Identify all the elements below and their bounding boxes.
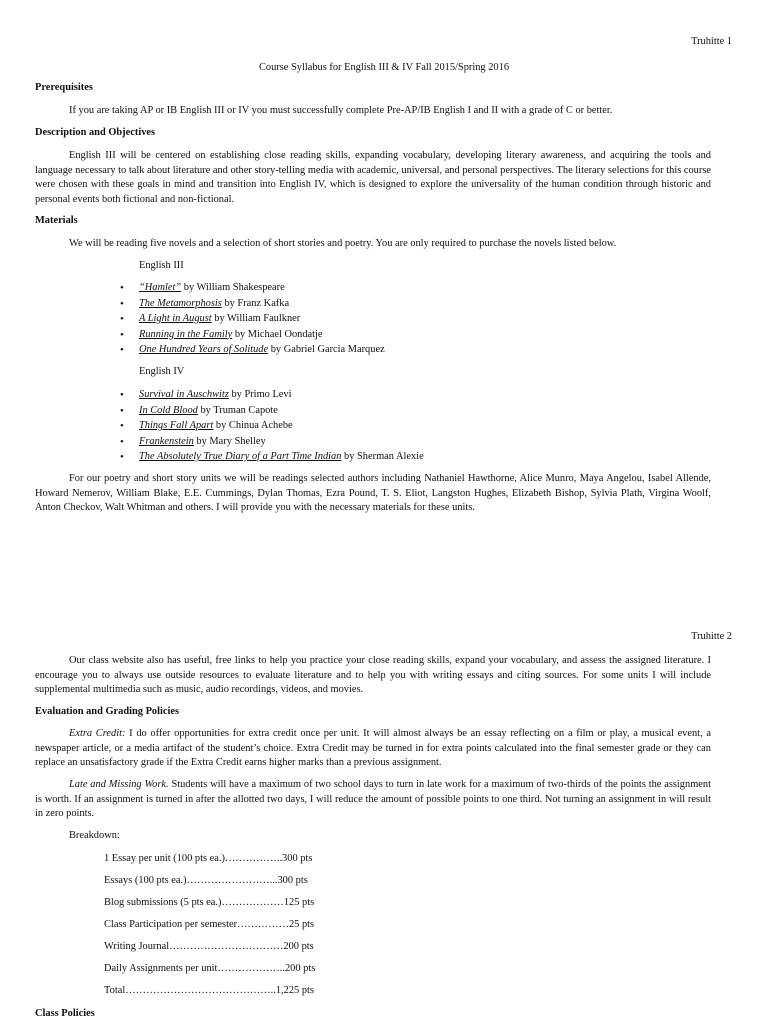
description-heading: Description and Objectives	[35, 127, 156, 138]
breakdown-line: 1 Essay per unit (100 pts ea.)……………..300 pts	[104, 853, 313, 864]
book-item: • One Hundred Years of Solitude by Gabriel Garcia Marquez	[139, 343, 385, 359]
english4-label: English IV	[139, 366, 185, 377]
poetry-authors-text: For our poetry and short story units we will be readings selected authors including Nathaniel Hawthorne, Alice Munro, Maya Angelou, Isabel Allende, Howard Nemerov, William Blake, E.E. Cummings, Dylan Thomas, Ezra Pound, T. S. Eliot, Langston Hughes, Elizabeth Bishop, Sylvia Plath, Virgina Woolf, Anton Checkov, Walt Whitman and others. I will provide you with the necessary materials for these units.	[35, 473, 711, 513]
prerequisites-text: If you are taking AP or IB English III or IV you must successfully complete Pre-AP/IB English I and II with a grade of C or better.	[69, 105, 613, 116]
book-item: • In Cold Blood by Truman Capote	[139, 404, 424, 420]
english3-label: English III	[139, 260, 184, 271]
book-item: • Things Fall Apart by Chinua Achebe	[139, 419, 424, 435]
breakdown-line: Essays (100 pts ea.)……………………...300 pts	[104, 875, 308, 886]
book-item: • The Metamorphosis by Franz Kafka	[139, 297, 385, 313]
page-header: Truhitte 1	[691, 36, 732, 47]
book-item: • Frankenstein by Mary Shelley	[139, 435, 424, 451]
prerequisites-section	[35, 81, 711, 96]
breakdown-line: Writing Journal……………………………200 pts	[104, 941, 314, 952]
prerequisites-heading: Prerequisites	[35, 82, 93, 93]
materials-heading: Materials	[35, 215, 78, 226]
late-work-text: Students will have a maximum of two school days to turn in late work for a maximum of two-thirds of the points the assignment is worth. If an assignment is turned in after the allotted two days, I will reduce the amount of possible points to one third. Not turning an assignment in will result in zero points.	[35, 779, 711, 819]
late-work-label: Late and Missing Work.	[69, 779, 169, 790]
book-item: • Survival in Auschwitz by Primo Levi	[139, 388, 424, 404]
english4-book-list	[139, 388, 424, 466]
book-item: • Running in the Family by Michael Oondatje	[139, 328, 385, 344]
class-policies-heading: Class Policies	[35, 1008, 95, 1019]
breakdown-total: Total……………………………………..1,225 pts	[104, 985, 314, 996]
materials-text: We will be reading five novels and a selection of short stories and poetry. You are only required to purchase the novels listed below.	[69, 238, 617, 249]
description-text: English III will be centered on establishing close reading skills, expanding vocabulary, developing literary awareness, and acquiring the tools and language necessary to talk about literature and other story-telling media with academic, universal, and personal perspectives. The literary selections for this course were chosen with these goals in mind and transition into English IV, which is designed to explore the universality of the human condition through historic and personal events both fictional and non-fictional.	[35, 150, 711, 205]
book-item: • “Hamlet” by William Shakespeare	[139, 281, 385, 297]
book-item: • The Absolutely True Diary of a Part Time Indian by Sherman Alexie	[139, 450, 424, 466]
breakdown-line: Daily Assignments per unit………………..200 pts	[104, 963, 316, 974]
english3-book-list	[139, 281, 385, 359]
late-work-paragraph	[35, 778, 711, 822]
book-item: • A Light in August by William Faulkner	[139, 312, 385, 328]
page-header: Truhitte 2	[691, 631, 732, 642]
extra-credit-label: Extra Credit:	[69, 728, 126, 739]
website-text: Our class website also has useful, free links to help you practice your close reading skills, expand your vocabulary, and assess the assigned literature. I encourage you to always use outside resources to evaluate literature and to help you with writing essays and citing sources. For some units I will include supplemental multimedia such as music, audio recordings, videos, and movies.	[35, 655, 711, 695]
extra-credit-text: I do offer opportunities for extra credit once per unit. It will almost always be an essay reflecting on a film or play, a musical event, a newspaper article, or a media artifact of the student’s choice. Extra Credit may be turned in for extra points calculated into the final semester grade or they can replace an unsatisfactory grade if the Extra Credit earns higher marks than a previous assignment.	[35, 728, 711, 768]
extra-credit-paragraph	[35, 727, 711, 771]
document-title: Course Syllabus for English III & IV Fall 2015/Spring 2016	[258, 62, 510, 73]
breakdown-line: Class Participation per semester……………25 pts	[104, 919, 315, 930]
breakdown-label: Breakdown:	[69, 830, 120, 841]
breakdown-line: Blog submissions (5 pts ea.)………………125 pts	[104, 897, 315, 908]
syllabus-page-2	[0, 590, 768, 1024]
evaluation-heading: Evaluation and Grading Policies	[35, 706, 180, 717]
